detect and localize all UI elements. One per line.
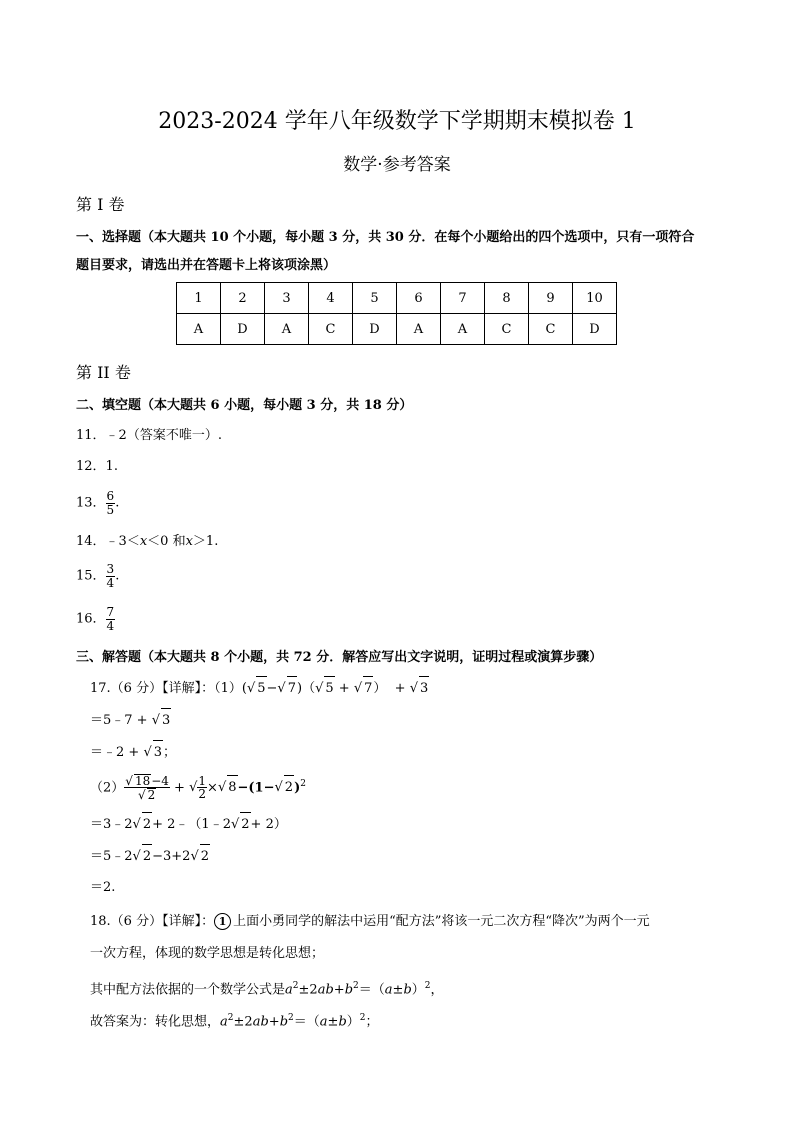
q13-fraction: [106, 490, 116, 516]
paren-close: ）: [411, 982, 425, 998]
table-cell: A: [177, 314, 221, 345]
table-cell: D: [221, 314, 265, 345]
exponent: 2: [424, 981, 431, 991]
table-cell: 6: [397, 283, 441, 314]
q14-var: x: [139, 534, 148, 549]
table-row-answers: [177, 314, 617, 345]
table-cell: 10: [573, 283, 617, 314]
var-b: b: [338, 1014, 347, 1030]
sqrt-sign: [190, 849, 198, 864]
denominator: [124, 788, 170, 802]
table-cell: A: [265, 314, 309, 345]
q17-text: + 2﹣（1﹣2: [152, 817, 231, 832]
q16-numerator: 7: [106, 605, 115, 619]
var-a: a: [384, 982, 393, 998]
q17-text: + 2）: [250, 817, 287, 832]
var-a: a: [220, 1014, 228, 1030]
table-cell: D: [573, 314, 617, 345]
table-cell: C: [485, 314, 529, 345]
section1-title: 一、选择题（本大题共 10 个小题，每小题 3 分，共 30 分．在每个小题给出的四个选项中，只有一项符合: [76, 230, 695, 245]
answer-13: [76, 490, 119, 516]
q18-line4: 故答案为：转化思想，$a^2\pm 2ab+b^2=(a\pm b)^2$；: [90, 1013, 379, 1030]
var-a: a: [319, 1014, 328, 1030]
radicand: 7: [363, 676, 373, 701]
q17-text: ＝﹣2 +: [90, 745, 140, 760]
q17-line7: ＝2.: [90, 880, 116, 895]
sqrt-sign: [189, 780, 197, 795]
q18-text: ，: [430, 982, 444, 998]
radicand: 2: [147, 788, 156, 803]
circled-number-icon: 1: [214, 913, 231, 930]
fraction: [197, 775, 207, 801]
sqrt-sign: [231, 817, 239, 832]
var-b: b: [279, 1014, 289, 1030]
q17-text: ): [294, 780, 301, 796]
sqrt-sign: [143, 745, 151, 760]
exponent: 2: [300, 779, 306, 789]
page-title: 2023-2024 学年八年级数学下学期期末模拟卷 1: [158, 109, 636, 134]
q18-head: 18.（6 分）【详解】：: [90, 914, 215, 929]
q14-mid: ＜0 和: [147, 534, 186, 549]
sqrt-sign: [125, 774, 133, 788]
q13-denominator: 5: [106, 502, 115, 517]
q18-line3: 其中配方法依据的一个数学公式是$a^2\pm 2ab+b^2=(a\pm b)^2$，: [90, 981, 444, 998]
var-b: b: [344, 982, 354, 998]
table-cell: 1: [177, 283, 221, 314]
radicand: 3: [419, 676, 429, 701]
var-ab: ab: [317, 982, 334, 998]
q15-numerator: 3: [106, 562, 115, 576]
q14-var: x: [185, 534, 193, 549]
radicand: 3: [153, 740, 163, 765]
sqrt-sign: [133, 849, 141, 864]
sqrt-sign: [247, 681, 255, 696]
q15-label: 15．: [76, 568, 106, 584]
radicand: 18: [134, 773, 151, 788]
radicand: 3: [161, 708, 171, 733]
exponent: 2: [359, 1013, 366, 1023]
exponent: 2: [227, 1013, 234, 1023]
q18-line1: [90, 910, 650, 934]
table-cell: C: [529, 314, 573, 345]
plus-minus: ±: [327, 1014, 339, 1030]
q13-numerator: 6: [106, 489, 115, 503]
sqrt-sign: [152, 713, 160, 728]
answer-16: [76, 606, 115, 632]
q16-fraction: [106, 606, 116, 632]
sqrt-sign: [133, 817, 141, 832]
page-subtitle: 数学·参考答案: [343, 155, 451, 175]
plus-minus: ±: [298, 982, 310, 998]
var-a: a: [285, 982, 293, 998]
radicand: 2: [284, 775, 294, 800]
table-cell: 8: [485, 283, 529, 314]
q18-text: 上面小勇同学的解法中运用“配方法”将该一元二次方程“降次”为两个一元: [233, 914, 650, 929]
var-ab: ab: [252, 1014, 269, 1030]
section1-title-cont: 题目要求，请选出并在答题卡上将该项涂黑）: [76, 258, 337, 273]
radicand: 5: [256, 676, 266, 701]
q18-text: ；: [365, 1014, 379, 1030]
sqrt-sign: [277, 681, 285, 696]
q17-text: ；: [163, 745, 177, 760]
q17-text: −(1−: [237, 780, 275, 796]
q13-end: .: [115, 495, 120, 511]
radicand: 2: [142, 812, 152, 837]
numerator: 1: [198, 773, 207, 788]
q17-line3: [90, 740, 176, 765]
coef: 2: [309, 982, 318, 998]
table-cell: C: [309, 314, 353, 345]
sqrt-sign: [354, 681, 362, 696]
answer-table: [176, 282, 617, 345]
numerator: [124, 774, 170, 789]
table-cell: 9: [529, 283, 573, 314]
q15-denominator: 4: [106, 575, 115, 590]
q18-text: 其中配方法依据的一个数学公式是: [90, 982, 286, 998]
radicand: 2: [142, 844, 152, 869]
q16-denominator: 4: [106, 618, 115, 633]
exponent: 2: [292, 981, 299, 991]
q17-line4: （2） √ 18−4 √ 2 + √ $\frac{1}{2}$ ×√ 8−(1−√ 2)$^2$: [90, 772, 306, 802]
plus-minus: ±: [392, 982, 404, 998]
sqrt-sign: [315, 681, 323, 696]
table-cell: 3: [265, 283, 309, 314]
numerator-rest: −4: [151, 773, 169, 788]
plus-minus: ±: [233, 1014, 245, 1030]
q15-end: .: [115, 568, 120, 584]
table-cell: A: [441, 314, 485, 345]
answer-11: 11．﹣2（答案不唯一）.: [76, 428, 222, 443]
q17-text: −3+2: [152, 849, 191, 864]
q17-line5: [90, 812, 287, 837]
fraction: [124, 774, 170, 802]
answer-14: [76, 530, 218, 554]
q17-line2: [90, 708, 171, 733]
table-cell: 7: [441, 283, 485, 314]
answer-15: [76, 563, 119, 589]
q13-label: 13．: [76, 495, 106, 511]
section2-title: 二、填空题（本大题共 6 小题，每小题 3 分，共 18 分）: [76, 398, 413, 413]
q17-text: ＝3﹣2: [90, 817, 133, 832]
table-cell: A: [397, 314, 441, 345]
equals: ＝（: [358, 982, 385, 998]
equals: ＝（: [293, 1014, 320, 1030]
radicand: 2: [240, 812, 250, 837]
sqrt-sign: [138, 788, 146, 802]
part1-heading: 第 I 卷: [76, 195, 125, 214]
coef: 2: [244, 1014, 253, 1030]
paren-close: ）: [346, 1014, 360, 1030]
q18-line2: 一次方程，体现的数学思想是转化思想；: [90, 946, 325, 961]
section3-title: 三、解答题（本大题共 8 个小题，共 72 分．解答应写出文字说明，证明过程或演算步骤）: [76, 650, 603, 665]
denominator: 2: [198, 787, 207, 802]
sqrt-sign: [275, 780, 283, 795]
table-cell: D: [353, 314, 397, 345]
q17-line6: [90, 844, 210, 869]
answer-12: 12．1.: [76, 459, 118, 474]
q17-part-label: （2）: [90, 780, 125, 796]
q18-text: 故答案为：转化思想，: [90, 1014, 221, 1030]
q16-label: 16．: [76, 611, 106, 627]
radicand: 5: [324, 676, 334, 701]
q17-line1: 17.（6 分）【详解】：（1）(√ 5−√ 7)（√ 5 + √ 7） + √ 3: [90, 676, 429, 701]
q15-fraction: [106, 563, 116, 589]
q14-end: ＞1.: [192, 534, 219, 549]
q17-text: ＝5﹣2: [90, 849, 133, 864]
table-row-numbers: [177, 283, 617, 314]
part2-heading: 第 II 卷: [76, 363, 131, 382]
q17-text: ＝5﹣7 +: [90, 713, 148, 728]
exponent: 2: [353, 981, 359, 991]
sqrt-sign: [218, 780, 226, 795]
table-cell: 4: [309, 283, 353, 314]
radicand: 8: [227, 775, 237, 800]
exponent: 2: [288, 1013, 294, 1023]
radicand: 7: [287, 676, 297, 701]
radicand: 2: [200, 844, 210, 869]
table-cell: 2: [221, 283, 265, 314]
var-b: b: [403, 982, 412, 998]
q17-head: 17.（6 分）【详解】：（1）: [90, 681, 242, 696]
q14-prefix: 14．﹣3＜: [76, 534, 140, 549]
table-cell: 5: [353, 283, 397, 314]
sqrt-sign: [410, 681, 418, 696]
